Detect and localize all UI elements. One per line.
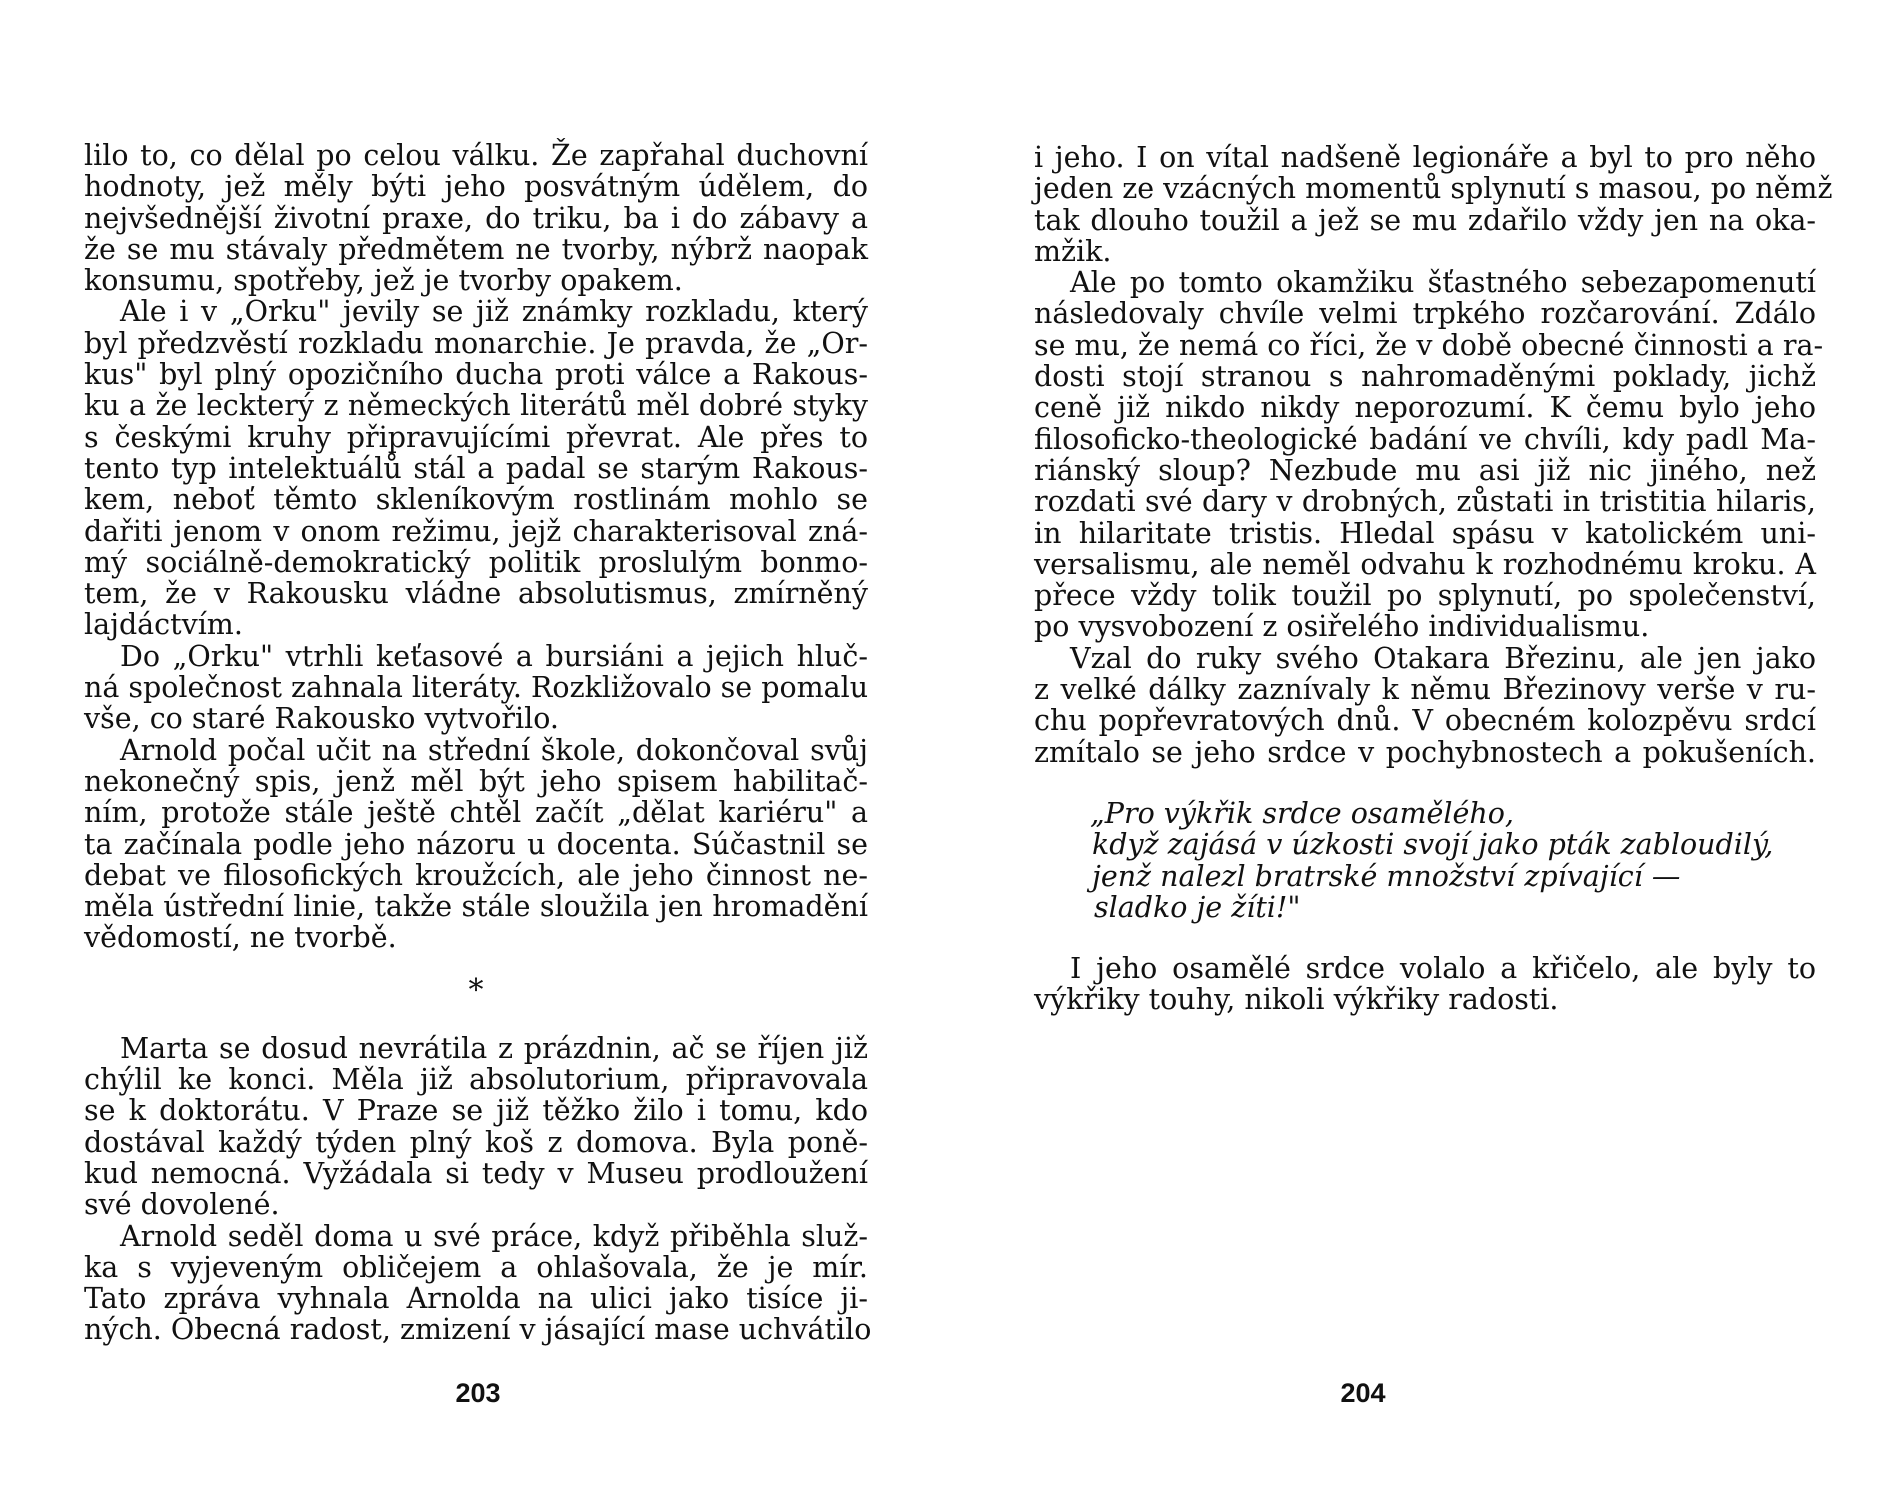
text-line: Vzal do ruky svého Otakara Březinu, ale jen jako	[1070, 641, 1816, 675]
text-line: dosti stojí stranou s nahromaděnými poklady, jichž	[1034, 360, 1816, 394]
right-page	[941, 0, 1882, 1500]
poem-line: sladko je žíti!"	[1094, 890, 1301, 924]
section-separator: *	[468, 972, 484, 1008]
text-line: ním, protože stále ještě chtěl začít „dělat kariéru" a	[84, 796, 868, 830]
text-line: své dovolené.	[84, 1188, 280, 1222]
text-line: že se mu stávaly předmětem ne tvorby, nýbrž naopak	[84, 232, 868, 266]
page-number: 203	[455, 1378, 501, 1408]
text-line: debat ve filosofických kroužcích, ale jeho činnost ne-	[84, 858, 868, 892]
text-line: nejvšednější životní praxe, do triku, ba i do zábavy a	[84, 201, 868, 235]
text-line: versalismu, ale neměl odvahu k rozhodnému kroku. A	[1034, 547, 1816, 581]
text-line: se k doktorátu. V Praze se již těžko žilo i tomu, kdo	[84, 1094, 868, 1128]
text-line: následovaly chvíle velmi trpkého rozčarování. Zdálo	[1034, 297, 1816, 331]
text-line: Arnold seděl doma u své práce, když přiběhla služ-	[120, 1219, 868, 1253]
text-line: tak dlouho toužil a jež se mu zdařilo vždy jen na oka-	[1034, 203, 1816, 237]
page-number: 204	[1340, 1378, 1386, 1408]
text-line: ka s vyjeveným obličejem a ohlašovala, že je mír.	[84, 1250, 868, 1284]
text-line: výkřiky touhy, nikoli výkřiky radosti.	[1034, 983, 1559, 1017]
text-line: ných. Obecná radost, zmizení v jásající mase uchvátilo	[84, 1313, 872, 1347]
text-line: zmítalo se jeho srdce v pochybnostech a pokušeních.	[1034, 735, 1816, 769]
text-line: kud nemocná. Vyžádala si tedy v Museu prodloužení	[84, 1156, 868, 1190]
text-line: rozdati své dary v drobných, zůstati in tristitia hilaris,	[1034, 485, 1816, 519]
text-line: Arnold počal učit na střední škole, dokončoval svůj	[120, 733, 868, 767]
poem-line: když zajásá v úzkosti svojí jako pták zabloudilý,	[1092, 828, 1774, 862]
text-line: filosoficko-theologické badání ve chvíli, kdy padl Ma-	[1034, 422, 1816, 456]
text-line: po vysvobození z osiřelého individualismu.	[1034, 610, 1650, 644]
text-line: tento typ intelektuálů stál a padal se starým Rakous-	[84, 451, 868, 485]
text-line: ta začínala podle jeho názoru u docenta. Súčastnil se	[84, 827, 868, 861]
text-line: konsumu, spotřeby, jež je tvorby opakem.	[84, 264, 683, 298]
text-line: tem, že v Rakousku vládne absolutismus, zmírněný	[84, 577, 868, 611]
text-line: riánský sloup? Nezbude mu asi již nic jiného, než	[1034, 453, 1816, 487]
text-line: i jeho. I on vítal nadšeně legionáře a byl to pro něho	[1034, 141, 1816, 174]
text-line: vše, co staré Rakousko vytvořilo.	[84, 702, 559, 736]
text-line: Do „Orku" vtrhli keťasové a bursiáni a jejich hluč-	[120, 639, 868, 673]
text-line: s českými kruhy připravujícími převrat. Ale přes to	[84, 420, 868, 454]
text-line: byl předzvěstí rozkladu monarchie. Je pravda, že „Or-	[84, 326, 868, 360]
text-line: kem, neboť těmto skleníkovým rostlinám mohlo se	[84, 483, 868, 517]
text-line: lilo to, co dělal po celou válku. Že zapřahal duchovní	[84, 139, 868, 172]
poem-line: jenž nalezl bratrské množství zpívající —	[1092, 859, 1681, 893]
text-line: ku a že leckterý z německých literátů měl dobré styky	[84, 389, 868, 423]
poem-line: „Pro výkřik srdce osamělého,	[1090, 796, 1514, 830]
quoted-poem	[1090, 798, 1816, 923]
text-line: z velké dálky zaznívaly k němu Březinovy verše v ru-	[1034, 673, 1816, 707]
text-line: jeden ze vzácných momentů splynutí s masou, po němž	[1034, 172, 1833, 206]
text-line: Tato zpráva vyhnala Arnolda na ulici jako tisíce ji-	[84, 1282, 868, 1316]
text-line: kus" byl plný opozičního ducha proti válce a Rakous-	[84, 358, 868, 392]
text-line: chu popřevratových dnů. V obecném kolozpěvu srdcí	[1034, 704, 1816, 738]
text-line: in hilaritate tristis. Hledal spásu v katolickém uni-	[1034, 516, 1816, 550]
text-line: ná společnost zahnala literáty. Rozkližovalo se pomalu	[84, 671, 869, 705]
text-line: dařiti jenom v onom režimu, jejž charakterisoval zná-	[84, 514, 868, 548]
text-line: lajdáctvím.	[84, 608, 243, 642]
right-page-text	[1034, 141, 1833, 1017]
text-line: mý sociálně-demokratický politik proslulým bonmo-	[84, 545, 868, 579]
text-line: ceně již nikdo nikdy neporozumí. K čemu bylo jeho	[1034, 391, 1816, 425]
text-line: nekonečný spis, jenž měl být jeho spisem habilitač-	[84, 764, 868, 798]
text-line: přece vždy tolik toužil po splynutí, po společenství,	[1034, 579, 1816, 613]
text-line: Ale i v „Orku" jevily se již známky rozkladu, který	[120, 295, 868, 329]
text-line: se mu, že nemá co říci, že v době obecné činnosti a ra-	[1034, 328, 1824, 362]
text-line: mžik.	[1034, 234, 1112, 268]
text-line: chýlil ke konci. Měla již absolutorium, připravovala	[84, 1063, 868, 1097]
text-line: Ale po tomto okamžiku šťastného sebezapomenutí	[1070, 266, 1816, 300]
text-line: Marta se dosud nevrátila z prázdnin, ač se říjen již	[120, 1031, 868, 1065]
text-line: I jeho osamělé srdce volalo a křičelo, ale byly to	[1070, 952, 1816, 986]
left-page-text	[84, 139, 872, 1347]
text-line: měla ústřední linie, takže stále sloužila jen hromadění	[84, 890, 868, 924]
text-line: hodnoty, jež měly býti jeho posvátným údělem, do	[84, 170, 868, 204]
text-line: dostával každý týden plný koš z domova. Byla poně-	[84, 1125, 868, 1159]
text-line: vědomostí, ne tvorbě.	[84, 921, 397, 955]
